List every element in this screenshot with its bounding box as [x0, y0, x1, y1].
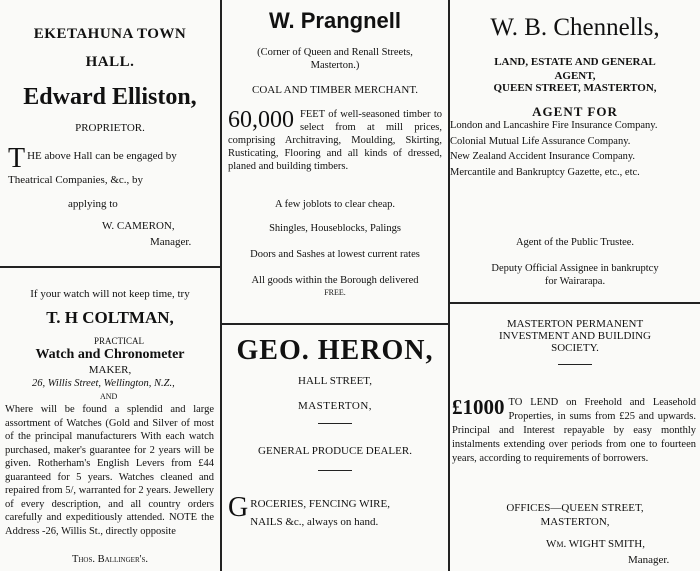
hall-title-line2: HALL.	[85, 54, 135, 70]
heron-town: MASTERTON,	[297, 400, 373, 412]
ad-eketahuna-town-hall	[0, 0, 220, 266]
society-title-line1: MASTERTON PERMANENT	[506, 318, 644, 330]
society-manager-role: Manager.	[628, 554, 670, 566]
ad-chennells	[450, 0, 700, 302]
society-lend-text: TO LEND on Freehold and Leasehold Properties, in sums from £25 and upwards. Principal and Interest repayable by easy monthly instalments extending over periods from one to fourteen years, according to requirements of borrowers.	[452, 397, 696, 464]
hall-body-line2: Theatrical Companies, &c., by	[8, 174, 144, 186]
chennells-trade-line2: AGENT,	[554, 70, 596, 82]
society-manager-name: Wm. WIGHT SMITH,	[546, 538, 645, 550]
proprietor-role: PROPRIETOR.	[75, 122, 145, 134]
society-title-line2: INVESTMENT AND BUILDING	[499, 330, 651, 342]
heron-trade: GENERAL PRODUCE DEALER.	[258, 445, 412, 457]
agency-item: Mercantile and Bankruptcy Gazette, etc., etc.	[450, 166, 640, 178]
coltman-trade: Watch and Chronometer	[35, 347, 185, 362]
ad-building-society	[450, 304, 700, 571]
chennells-agent-for: AGENT FOR	[532, 104, 618, 119]
heron-goods	[228, 492, 442, 531]
coltman-and: AND	[100, 392, 118, 401]
chennells-agencies	[450, 120, 698, 178]
society-offices-line1: OFFICES—QUEEN STREET,	[506, 502, 644, 514]
coltman-practical: PRACTICAL	[94, 336, 145, 346]
agency-item: New Zealand Accident Insurance Company.	[450, 151, 636, 162]
heron-divider-1	[318, 423, 352, 424]
chennells-trade-line1: LAND, ESTATE AND GENERAL	[494, 56, 656, 68]
society-title-line3: SOCIETY.	[551, 342, 599, 354]
chennells-assignee-line1: Deputy Official Assignee in bankruptcy	[491, 263, 659, 274]
hall-contact-role: Manager.	[150, 236, 192, 248]
prangnell-location-line2: Masterton.)	[310, 60, 360, 71]
prangnell-item3: Doors and Sashes at lowest current rates	[250, 249, 420, 260]
hall-contact-name: W. CAMERON,	[102, 220, 175, 232]
society-lend-block	[452, 396, 696, 466]
hall-drop-capital: T	[8, 143, 26, 174]
hall-body	[8, 143, 212, 214]
prangnell-location-line1: (Corner of Queen and Renall Streets,	[257, 47, 413, 58]
heron-divider-2	[318, 470, 352, 471]
prangnell-stock-block	[228, 108, 442, 173]
prangnell-item4-tail: FREE.	[324, 288, 346, 297]
proprietor-name: Edward Elliston,	[23, 84, 197, 110]
prangnell-big-number: 60,000	[228, 107, 294, 133]
chennells-trade-line3: QUEEN STREET, MASTERTON,	[493, 82, 657, 94]
prangnell-title: W. Prangnell	[268, 8, 402, 33]
column-left	[0, 0, 220, 571]
column-middle	[222, 0, 448, 571]
hall-body-line1: HE above Hall can be engaged by	[27, 150, 177, 162]
heron-goods-line2: NAILS &c., always on hand.	[250, 516, 379, 528]
prangnell-trade: COAL AND TIMBER MERCHANT.	[251, 84, 419, 96]
prangnell-stock: FEET of well-seasoned timber to select from at mill prices, comprising Architraving, Moulding, Skirting, Rusticating, Flooring and all kinds of dressed, planed and building timbers.	[228, 109, 442, 172]
ad-coltman-watchmaker	[0, 268, 220, 571]
column-right	[450, 0, 700, 571]
chennells-name: W. B. Chennells,	[490, 14, 660, 41]
coltman-intro: If your watch will not keep time, try	[30, 288, 190, 300]
heron-street: HALL STREET,	[298, 375, 372, 387]
ad-geo-heron	[222, 325, 448, 571]
coltman-tail: Thos. Ballinger's.	[71, 554, 149, 565]
chennells-public-trustee: Agent of the Public Trustee.	[515, 237, 635, 248]
ad-prangnell	[222, 0, 448, 323]
agency-item: Colonial Mutual Life Assurance Company.	[450, 135, 631, 147]
prangnell-item2: Shingles, Houseblocks, Palings	[269, 223, 401, 234]
prangnell-item4: All goods within the Borough delivered	[251, 275, 419, 286]
chennells-assignee-line2: for Wairarapa.	[544, 276, 606, 287]
society-amount: £1000	[452, 395, 505, 419]
heron-drop-capital: G	[228, 492, 249, 523]
agency-item: London and Lancashire Fire Insurance Company.	[450, 120, 658, 131]
prangnell-item1: A few joblots to clear cheap.	[274, 199, 396, 210]
coltman-body: Where will be found a splendid and large assortment of Watches (Gold and Silver of most of the principal manufacturers With each watch purchased, maker's guarantee for 2 years will be given. Rotherham's English Levers from £44 guaranteed for 5 years. Watches cleaned and repaired from 5/, warranted for 2 years. Jewellery of every description, and all country orders carefully and expeditiously attended. NOTE the Address -26, Willis St., directly opposite	[5, 404, 214, 537]
coltman-maker: MAKER,	[88, 364, 132, 376]
coltman-name: T. H COLTMAN,	[46, 308, 174, 327]
society-divider	[558, 364, 592, 365]
heron-name: GEO. HERON,	[236, 335, 434, 366]
hall-title-line1: EKETAHUNA TOWN	[33, 26, 187, 42]
coltman-address: 26, Willis Street, Wellington, N.Z.,	[32, 378, 175, 389]
society-offices-line2: MASTERTON,	[540, 516, 610, 528]
heron-goods-line1: ROCERIES, FENCING WIRE,	[250, 498, 390, 510]
hall-body-line3: applying to	[68, 198, 118, 210]
